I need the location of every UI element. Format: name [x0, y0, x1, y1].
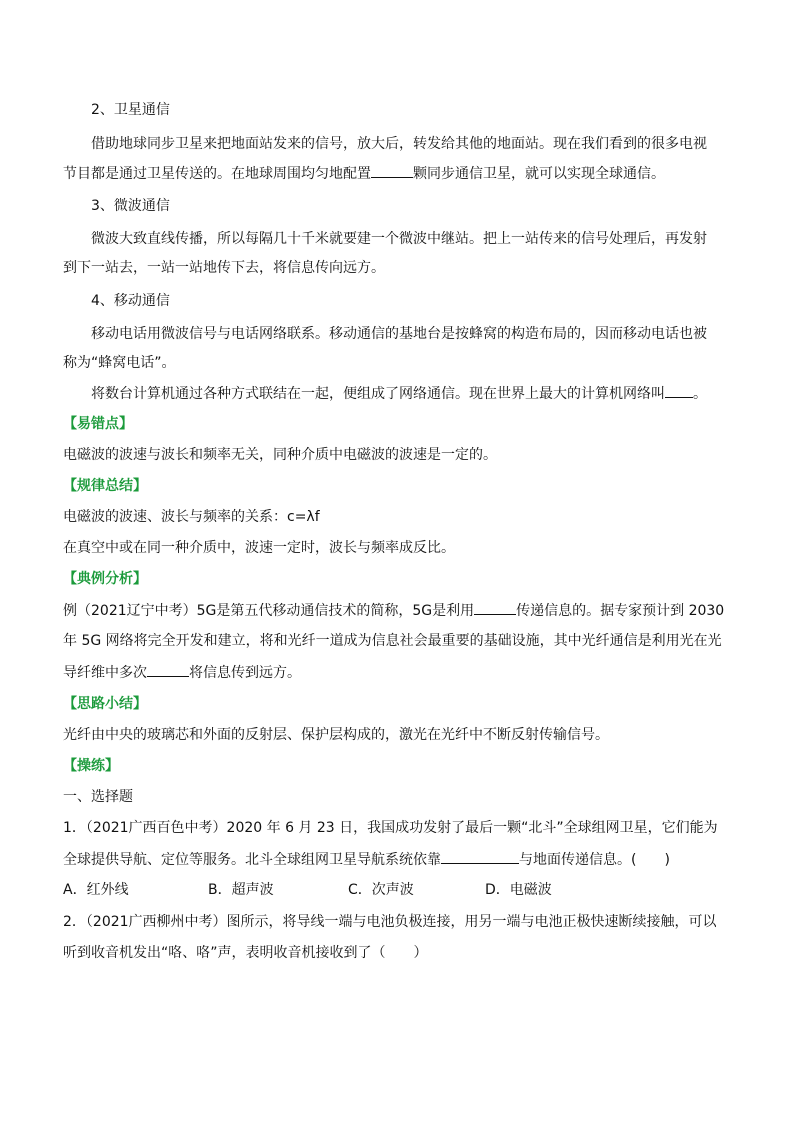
heading-mobile	[91, 291, 761, 311]
text: 【思路小结】	[63, 696, 147, 712]
text: 3、微波通信	[91, 198, 170, 214]
answer-blank[interactable]	[665, 383, 693, 398]
answer-blank[interactable]	[147, 662, 189, 677]
text: 【规律总结】	[63, 478, 147, 494]
text: 【操练】	[63, 758, 119, 774]
option-d[interactable]: D．电磁波	[485, 882, 552, 898]
section-heading-summary	[63, 476, 733, 496]
paragraph-line	[91, 324, 761, 344]
paragraph-line	[63, 538, 733, 558]
paragraph-line	[63, 662, 733, 683]
text: 一、选择题	[63, 789, 133, 805]
text: 与地面传递信息。( )	[519, 852, 670, 868]
option-b[interactable]: B．超声波	[208, 882, 274, 898]
text: 【典例分析】	[63, 571, 147, 587]
paragraph-line	[63, 258, 733, 278]
text: 借助地球同步卫星来把地面站发来的信号，放大后，转发给其他的地面站。现在我们看到的很多电视	[91, 136, 707, 152]
answer-blank[interactable]	[441, 849, 519, 864]
text: 【易错点】	[63, 416, 133, 432]
paragraph-line	[91, 134, 761, 154]
paragraph-line	[63, 163, 733, 184]
text: 在真空中或在同一种介质中，波速一定时，波长与频率成反比。	[63, 540, 455, 556]
text: 节目都是通过卫星传送的。在地球周围均匀地配置	[63, 166, 371, 182]
paragraph-line	[63, 445, 733, 465]
text: 4、移动通信	[91, 293, 170, 309]
answer-blank[interactable]	[474, 600, 516, 615]
text: 电磁波的波速与波长和频率无关，同种介质中电磁波的波速是一定的。	[63, 447, 497, 463]
text: 2、卫星通信	[91, 102, 170, 118]
section-title-choice	[63, 787, 733, 807]
section-heading-error-prone	[63, 414, 733, 434]
text: 微波大致直线传播，所以每隔几十千米就要建一个微波中继站。把上一站传来的信号处理后，再发射	[91, 231, 707, 247]
paragraph-line	[63, 600, 733, 621]
text: 听到收音机发出“咯、咯”声，表明收音机接收到了（ ）	[63, 945, 428, 961]
text: 移动电话用微波信号与电话网络联系。移动通信的基地台是按蜂窝的构造布局的，因而移动电话也被	[91, 326, 707, 342]
text: 将信息传到远方。	[189, 665, 301, 681]
text: 全球提供导航、定位等服务。北斗全球组网卫星导航系统依靠	[63, 852, 441, 868]
option-a[interactable]: A．红外线	[63, 882, 129, 898]
section-heading-thinking	[63, 694, 733, 714]
heading-satellite	[91, 100, 761, 120]
section-heading-example	[63, 569, 733, 589]
paragraph-line	[91, 229, 761, 249]
text: 2．（2021广西柳州中考）图所示，将导线一端与电池负极连接，用另一端与电池正极快速断续接触，可以	[63, 914, 717, 930]
question-2-line	[63, 912, 733, 932]
text: 到下一站去，一站一站地传下去，将信息传向远方。	[63, 260, 385, 276]
text: 1．（2021广西百色中考）2020 年 6 月 23 日，我国成功发射了最后一颗“北斗”全球组网卫星，它们能为	[63, 820, 718, 836]
text: 颗同步通信卫星，就可以实现全球通信。	[413, 166, 665, 182]
question-1-options	[63, 880, 733, 900]
paragraph-line	[91, 383, 761, 404]
text: 将数台计算机通过各种方式联结在一起，便组成了网络通信。现在世界上最大的计算机网络叫	[91, 386, 665, 402]
section-heading-practice	[63, 756, 733, 776]
paragraph-line	[63, 725, 733, 745]
heading-microwave	[91, 196, 761, 216]
text: 传递信息的。据专家预计到 2030	[516, 603, 725, 619]
paragraph-line	[63, 631, 733, 651]
text: 导纤维中多次	[63, 665, 147, 681]
text: 电磁波的波速、波长与频率的关系：c=λf	[63, 509, 320, 525]
text: 称为“蜂窝电话”。	[63, 355, 176, 371]
text: 例（2021辽宁中考）5G是第五代移动通信技术的简称，5G是利用	[63, 603, 475, 619]
question-1-line	[63, 849, 733, 870]
option-c[interactable]: C．次声波	[348, 882, 414, 898]
question-2-line	[63, 943, 733, 963]
text: 年 5G 网络将完全开发和建立，将和光纤一道成为信息社会最重要的基础设施，其中光纤通信是利用光在光	[63, 633, 722, 649]
answer-blank[interactable]	[371, 163, 413, 178]
text: 。	[693, 386, 707, 402]
paragraph-line	[63, 353, 733, 373]
question-1-line	[63, 818, 733, 838]
text: 光纤由中央的玻璃芯和外面的反射层、保护层构成的，激光在光纤中不断反射传输信号。	[63, 727, 609, 743]
formula-line	[63, 507, 733, 527]
